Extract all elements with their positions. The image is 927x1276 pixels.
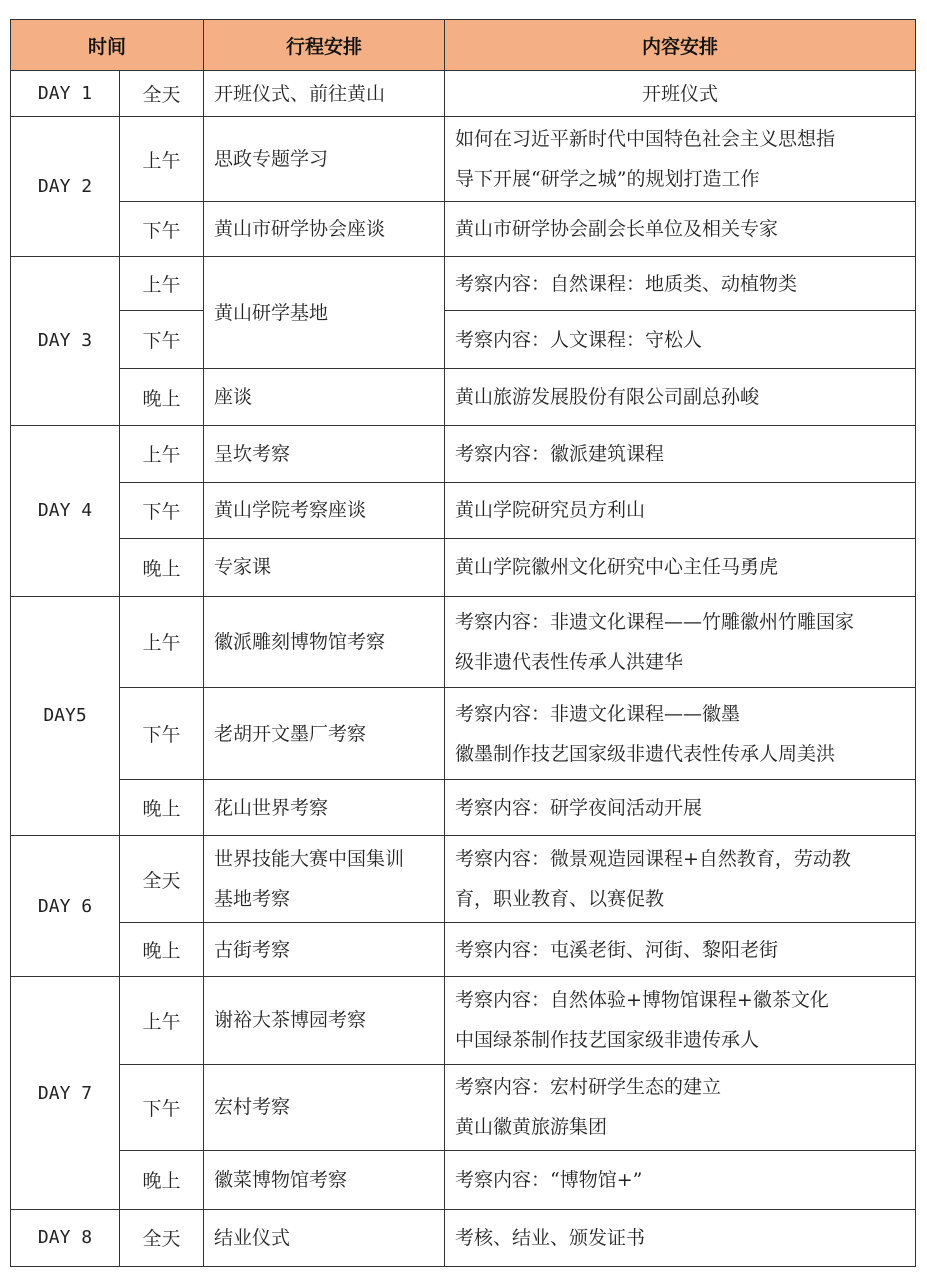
content-line: 黄山市研学协会副会长单位及相关专家 — [455, 218, 779, 241]
table-row — [11, 311, 916, 369]
itinerary-cell — [204, 1150, 445, 1209]
itinerary-line: 黄山学院考察座谈 — [214, 499, 367, 522]
itinerary-line: 徽菜博物馆考察 — [214, 1168, 348, 1191]
content-cell — [445, 836, 916, 923]
itinerary-line: 呈坎考察 — [214, 442, 291, 465]
period-cell: 上午 — [120, 596, 204, 687]
itinerary-cell — [204, 687, 445, 779]
content-line: 黄山旅游发展股份有限公司副总孙峻 — [455, 386, 760, 408]
itinerary-cell — [204, 538, 445, 596]
day-cell: DAY5 — [11, 596, 120, 835]
itinerary-cell — [204, 596, 445, 687]
content-cell — [445, 202, 916, 257]
content-line: 考察内容：“博物馆+” — [455, 1168, 643, 1191]
period-cell: 上午 — [120, 977, 204, 1064]
content-cell — [445, 482, 916, 538]
content-cell — [445, 1209, 916, 1266]
content-cell — [445, 1064, 916, 1150]
header-itinerary: 行程安排 — [204, 20, 445, 71]
itinerary-line: 世界技能大赛中国集训 — [214, 848, 405, 871]
period-cell: 下午 — [120, 311, 204, 369]
content-cell — [445, 425, 916, 482]
itinerary-line: 花山世界考察 — [214, 796, 329, 819]
table-row — [11, 1150, 916, 1209]
period-cell: 下午 — [120, 687, 204, 779]
table-row — [11, 369, 916, 425]
table-row — [11, 977, 916, 1064]
period-cell: 上午 — [120, 257, 204, 311]
table-row — [11, 596, 916, 687]
content-line: 考察内容：自然体验+博物馆课程+徽茶文化 — [455, 989, 829, 1012]
content-line: 考察内容：微景观造园课程+自然教育，劳动教 — [455, 848, 851, 871]
content-line: 考察内容：宏村研学生态的建立 — [455, 1076, 722, 1099]
day-cell: DAY 2 — [11, 117, 120, 257]
itinerary-line: 宏村考察 — [214, 1096, 291, 1119]
content-cell — [445, 780, 916, 836]
itinerary-line: 黄山市研学协会座谈 — [214, 218, 386, 241]
itinerary-line: 思政专题学习 — [214, 148, 329, 171]
itinerary-cell — [204, 923, 445, 977]
content-line: 考察内容：徽派建筑课程 — [455, 442, 665, 465]
itinerary-cell — [204, 369, 445, 425]
itinerary-line: 基地考察 — [214, 888, 291, 911]
content-line: 开班仪式 — [642, 82, 719, 105]
content-line: 考核、结业、颁发证书 — [455, 1226, 646, 1249]
period-cell: 晚上 — [120, 1150, 204, 1209]
content-line: 如何在习近平新时代中国特色社会主义思想指 — [455, 128, 836, 151]
period-cell: 下午 — [120, 202, 204, 257]
content-cell — [445, 596, 916, 687]
itinerary-line: 古街考察 — [214, 938, 291, 961]
table-row — [11, 71, 916, 117]
table-row — [11, 923, 916, 977]
content-cell — [445, 117, 916, 202]
table-row — [11, 780, 916, 836]
itinerary-cell — [204, 71, 445, 117]
content-line: 考察内容：非遗文化课程——徽墨 — [455, 702, 741, 725]
itinerary-line: 开班仪式、前往黄山 — [214, 82, 386, 105]
period-cell: 晚上 — [120, 780, 204, 836]
period-cell: 上午 — [120, 425, 204, 482]
itinerary-line: 座谈 — [214, 386, 253, 408]
itinerary-cell — [204, 780, 445, 836]
content-line: 级非遗代表性传承人洪建华 — [455, 650, 684, 673]
table-row — [11, 687, 916, 779]
day-cell: DAY 3 — [11, 257, 120, 425]
itinerary-cell — [204, 117, 445, 202]
period-cell: 下午 — [120, 482, 204, 538]
header-time: 时间 — [11, 20, 204, 71]
content-line: 考察内容：自然课程：地质类、动植物类 — [455, 272, 798, 295]
content-cell — [445, 687, 916, 779]
content-cell — [445, 311, 916, 369]
day-cell: DAY 7 — [11, 977, 120, 1209]
content-line: 徽墨制作技艺国家级非遗代表性传承人周美洪 — [455, 742, 836, 765]
period-cell: 晚上 — [120, 538, 204, 596]
content-cell — [445, 1150, 916, 1209]
content-cell — [445, 538, 916, 596]
table-row — [11, 425, 916, 482]
content-cell — [445, 369, 916, 425]
period-cell: 全天 — [120, 71, 204, 117]
content-line: 黄山学院徽州文化研究中心主任马勇虎 — [455, 556, 779, 579]
table-row — [11, 117, 916, 202]
period-cell: 全天 — [120, 836, 204, 923]
period-cell: 下午 — [120, 1064, 204, 1150]
content-line: 导下开展“研学之城”的规划打造工作 — [455, 168, 760, 191]
itinerary-line: 专家课 — [214, 556, 272, 579]
content-cell — [445, 923, 916, 977]
content-line: 中国绿茶制作技艺国家级非遗传承人 — [455, 1029, 760, 1052]
itinerary-cell — [204, 977, 445, 1064]
content-line: 考察内容：非遗文化课程——竹雕徽州竹雕国家 — [455, 610, 855, 633]
period-cell: 全天 — [120, 1209, 204, 1266]
itinerary-line: 黄山研学基地 — [214, 301, 329, 324]
schedule-table — [10, 19, 916, 1267]
table-row — [11, 257, 916, 311]
itinerary-line: 结业仪式 — [214, 1226, 291, 1249]
content-line: 育，职业教育、以赛促教 — [455, 888, 665, 911]
content-line: 考察内容：研学夜间活动开展 — [455, 796, 703, 819]
day-cell: DAY 4 — [11, 425, 120, 596]
itinerary-line: 谢裕大茶博园考察 — [214, 1009, 367, 1032]
itinerary-cell — [204, 1209, 445, 1266]
content-line: 考察内容：屯溪老街、河街、黎阳老街 — [455, 938, 779, 961]
period-cell: 上午 — [120, 117, 204, 202]
table-row — [11, 1064, 916, 1150]
content-line: 考察内容：人文课程：守松人 — [455, 328, 703, 351]
content-line: 黄山徽黄旅游集团 — [455, 1116, 608, 1139]
period-cell: 晚上 — [120, 923, 204, 977]
day-cell: DAY 8 — [11, 1209, 120, 1266]
content-cell — [445, 257, 916, 311]
itinerary-line: 老胡开文墨厂考察 — [214, 722, 367, 745]
itinerary-line: 徽派雕刻博物馆考察 — [214, 630, 386, 653]
content-cell — [445, 977, 916, 1064]
itinerary-cell — [204, 202, 445, 257]
itinerary-cell — [204, 257, 445, 369]
period-cell: 晚上 — [120, 369, 204, 425]
day-cell: DAY 1 — [11, 71, 120, 117]
table-row — [11, 1209, 916, 1266]
itinerary-cell — [204, 482, 445, 538]
table-row — [11, 836, 916, 923]
content-line: 黄山学院研究员方利山 — [455, 499, 646, 522]
itinerary-cell — [204, 836, 445, 923]
day-cell: DAY 6 — [11, 836, 120, 977]
table-row — [11, 482, 916, 538]
table-row — [11, 202, 916, 257]
itinerary-cell — [204, 425, 445, 482]
header-row — [11, 20, 916, 71]
itinerary-cell — [204, 1064, 445, 1150]
table-row — [11, 538, 916, 596]
content-cell — [445, 71, 916, 117]
header-content: 内容安排 — [445, 20, 916, 71]
